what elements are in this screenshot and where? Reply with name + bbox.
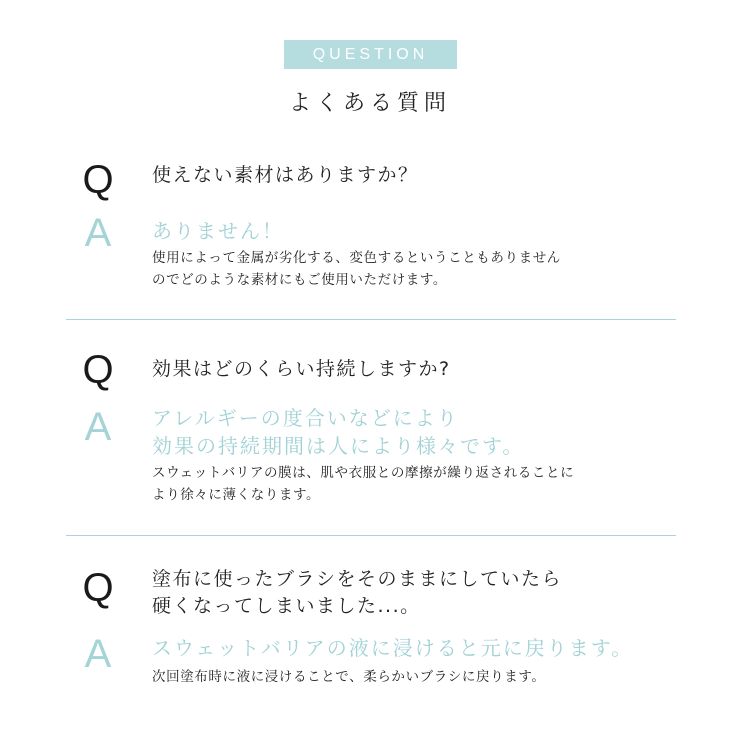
answer-headline: アレルギーの度合いなどにより 効果の持続期間は人により様々です。 [152,406,525,458]
answer-headline: スウェットバリアの液に浸けると元に戻ります。 [152,636,634,660]
answer-headline: ありません！ [152,219,284,243]
answer-body: スウェットバリアの膜は、肌や衣服との摩擦が繰り返されることに より徐々に薄くなります。 [152,465,575,503]
section-badge: QUESTION [284,40,457,69]
question-mark-letter: Q [82,348,114,392]
page-title: よくある質問 [288,91,451,116]
question-mark-letter: Q [82,566,114,610]
answer-body: 次回塗布時に液に浸けることで、柔らかいブラシに戻ります。 [152,669,546,685]
question-text: 塗布に使ったブラシをそのままにしていたら 硬くなってしまいました...。 [152,568,563,617]
question-mark-letter: Q [82,158,114,202]
question-text: 使えない素材はありますか？ [152,164,419,186]
answer-mark-letter: A [84,405,112,449]
question-text: 効果はどのくらい持続しますか? [152,358,451,380]
answer-mark-letter: A [84,632,112,676]
answer-body: 使用によって金属が劣化する、変色するということもありません のでどのような素材にもご使用いただけます。 [152,250,561,288]
divider [66,319,676,320]
divider [66,535,676,536]
answer-mark-letter: A [84,211,112,255]
